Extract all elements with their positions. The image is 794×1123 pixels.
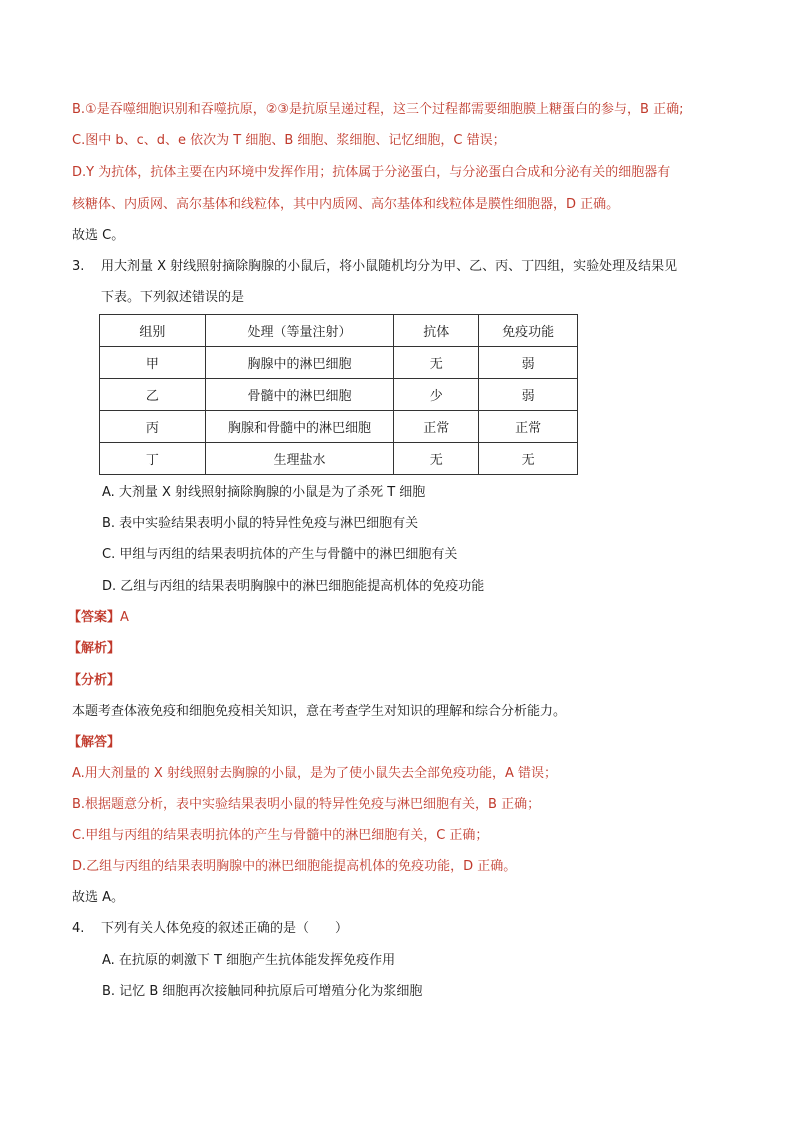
explanation-line: C.图中 b、c、d、e 依次为 T 细胞、B 细胞、浆细胞、记忆细胞，C 错误； [72, 133, 506, 148]
table-cell: 生理盐水 [205, 443, 394, 475]
explanation-line: D.Y 为抗体，抗体主要在内环境中发挥作用；抗体属于分泌蛋白，与分泌蛋白合成和分泌有关的细胞器有 [72, 165, 671, 180]
table-cell: 丁 [100, 443, 206, 475]
fenxi-text: 本题考查体液免疫和细胞免疫相关知识，意在考查学生对知识的理解和综合分析能力。 [72, 704, 567, 719]
table-header-row [100, 315, 578, 347]
table-cell: 弱 [479, 379, 578, 411]
conclusion-text: 故选 C。 [72, 228, 125, 243]
question-number: 3. [72, 259, 85, 274]
table-row [100, 411, 578, 443]
table-cell: 正常 [394, 411, 479, 443]
table-cell: 正常 [479, 411, 578, 443]
table-header-cell: 抗体 [394, 315, 479, 347]
option-d: D. 乙组与丙组的结果表明胸腺中的淋巴细胞能提高机体的免疫功能 [102, 579, 485, 594]
jieda-line: A.用大剂量的 X 射线照射去胸腺的小鼠，是为了使小鼠失去全部免疫功能，A 错误； [72, 766, 557, 781]
table-header-cell: 处理（等量注射） [205, 315, 394, 347]
table-cell: 甲 [100, 347, 206, 379]
results-table [99, 314, 578, 475]
option-a: A. 大剂量 X 射线照射摘除胸腺的小鼠是为了杀死 T 细胞 [102, 485, 426, 500]
table-header-cell: 免疫功能 [479, 315, 578, 347]
table-cell: 无 [394, 347, 479, 379]
option-b: B. 记忆 B 细胞再次接触同种抗原后可增殖分化为浆细胞 [102, 984, 423, 999]
table-cell: 乙 [100, 379, 206, 411]
jieda-line: B.根据题意分析，表中实验结果表明小鼠的特异性免疫与淋巴细胞有关，B 正确； [72, 797, 541, 812]
jieda-label: 【解答】 [68, 735, 121, 750]
table-row [100, 379, 578, 411]
question-number: 4. [72, 921, 85, 936]
analysis-label: 【解析】 [68, 641, 121, 656]
option-b: B. 表中实验结果表明小鼠的特异性免疫与淋巴细胞有关 [102, 516, 419, 531]
jieda-line: D.乙组与丙组的结果表明胸腺中的淋巴细胞能提高机体的免疫功能，D 正确。 [72, 859, 517, 874]
jieda-line: C.甲组与丙组的结果表明抗体的产生与骨髓中的淋巴细胞有关，C 正确； [72, 828, 489, 843]
explanation-line: B.①是吞噬细胞识别和吞噬抗原，②③是抗原呈递过程，这三个过程都需要细胞膜上糖蛋白的参与，B 正确; [72, 102, 684, 117]
table-cell: 无 [479, 443, 578, 475]
table-header-cell: 组别 [100, 315, 206, 347]
table-cell: 骨髓中的淋巴细胞 [205, 379, 394, 411]
question-stem: 下列有关人体免疫的叙述正确的是（ ） [101, 921, 349, 936]
answer-label: 【答案】 [68, 610, 121, 625]
table-cell: 无 [394, 443, 479, 475]
explanation-line: 核糖体、内质网、高尔基体和线粒体，其中内质网、高尔基体和线粒体是膜性细胞器，D 正确。 [72, 197, 620, 212]
table-cell: 少 [394, 379, 479, 411]
conclusion-text: 故选 A。 [72, 890, 125, 905]
table-row [100, 347, 578, 379]
table-cell: 胸腺中的淋巴细胞 [205, 347, 394, 379]
fenxi-label: 【分析】 [68, 673, 121, 688]
answer-line [68, 609, 129, 627]
table-cell: 丙 [100, 411, 206, 443]
option-c: C. 甲组与丙组的结果表明抗体的产生与骨髓中的淋巴细胞有关 [102, 547, 458, 562]
answer-value: A [120, 610, 129, 625]
question-stem: 用大剂量 X 射线照射摘除胸腺的小鼠后，将小鼠随机均分为甲、乙、丙、丁四组，实验处理及结果见 [101, 259, 678, 274]
table-cell: 胸腺和骨髓中的淋巴细胞 [205, 411, 394, 443]
table-row [100, 443, 578, 475]
question-stem: 下表。下列叙述错误的是 [101, 290, 245, 305]
table-cell: 弱 [479, 347, 578, 379]
option-a: A. 在抗原的刺激下 T 细胞产生抗体能发挥免疫作用 [102, 953, 396, 968]
